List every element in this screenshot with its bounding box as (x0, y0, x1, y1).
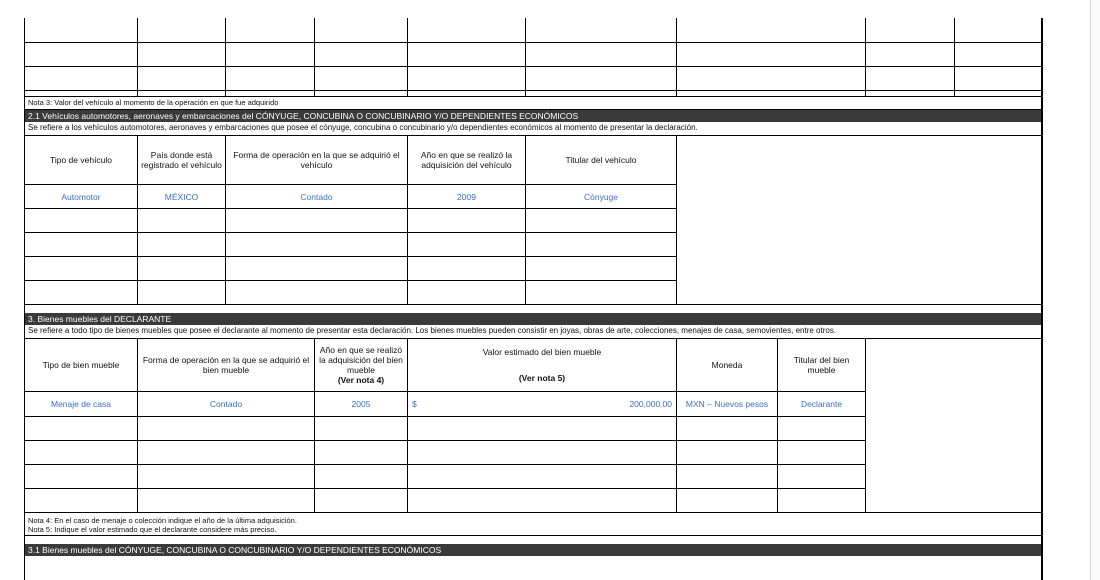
col-line (865, 339, 866, 512)
cell-moneda: MXN – Nuevos pesos (685, 399, 769, 409)
cell-anio: 2005 (351, 399, 371, 409)
col-line (137, 18, 138, 96)
cell-forma-operacion: Contado (300, 191, 333, 202)
header-pais: País donde está registrado el vehículo (141, 150, 222, 170)
col-line (954, 18, 955, 96)
cell-forma-operacion: Contado (209, 399, 243, 409)
row-line (25, 256, 677, 257)
cell-valor: 200,000.00 (629, 399, 672, 409)
row-line (25, 66, 1042, 67)
col-line (407, 339, 408, 512)
section-2-1-title: 2.1 Vehículos automotores, aeronaves y embarcaciones del CÓNYUGE, CONCUBINA O CONCUBINARIO Y/O DEPENDIENTES ECONÓMICOS (25, 110, 1042, 122)
row-line (25, 42, 1042, 43)
col-line (525, 18, 526, 96)
header-anio (315, 339, 407, 391)
section-3-1-title: 3.1 Bienes muebles del CÓNYUGE, CONCUBINA O CONCUBINARIO Y/O DEPENDIENTES ECONÓMICOS (25, 544, 1042, 556)
row-line (25, 464, 866, 465)
cell-titular: Cónyuge (583, 191, 619, 202)
col-line (314, 18, 315, 96)
header-anio-note: (Ver nota 4) (337, 375, 385, 385)
header-valor-note: (Ver nota 5) (518, 373, 566, 383)
row-line (25, 440, 866, 441)
col-line (407, 136, 408, 304)
col-line (676, 136, 677, 304)
col-line (225, 136, 226, 304)
header-anio-label: Año en que se realizó la adquisición del bien mueble (319, 345, 403, 375)
row-line (25, 280, 677, 281)
header-tipo-bien: Tipo de bien mueble (42, 360, 120, 370)
col-line (676, 339, 677, 512)
header-tipo-vehiculo: Tipo de vehículo (49, 155, 113, 165)
header-titular: Titular del bien mueble (793, 355, 850, 375)
row-line (25, 208, 677, 209)
note-4: Nota 4: En el caso de menaje o colección indique el año de la última adquisición. (28, 516, 297, 525)
row-line (25, 488, 866, 489)
row-line (25, 416, 866, 417)
header-titular: Titular del vehículo (565, 155, 637, 165)
header-forma-operacion: Forma de operación en la que se adquirió el bien mueble (142, 355, 310, 375)
row-line (25, 96, 1042, 97)
header-valor-label: Valor estimado del bien mueble (482, 347, 602, 357)
scroll-edge (1090, 0, 1100, 580)
header-anio: Año en que se realizó la adquisición del vehículo (420, 150, 513, 170)
section-2-1-description: Se refiere a los vehículos automotores, aeronaves y embarcaciones que posee el cónyuge, concubina o concubinario y/o dependientes económicos al momento de presentar la declaración. (28, 123, 698, 132)
col-line (407, 18, 408, 96)
note-3: Nota 3: Valor del vehículo al momento de la operación en que fue adquirido (28, 98, 279, 107)
col-line (676, 18, 677, 96)
row-line (25, 535, 1042, 536)
header-moneda: Moneda (711, 360, 743, 370)
cell-titular: Declarante (800, 399, 843, 409)
header-valor (408, 339, 676, 391)
col-line (865, 18, 866, 96)
col-line (225, 18, 226, 96)
col-line (137, 339, 138, 512)
cell-anio: 2009 (457, 191, 476, 202)
cell-tipo-bien: Menaje de casa (50, 399, 111, 409)
row-line (25, 90, 1042, 91)
section-3-description: Se refiere a todo tipo de bienes muebles que posee el declarante al momento de presentar esta declaración. Los bienes muebles pueden consistir en joyas, obras de arte, colecciones, menajes de casa, semovientes, entre otros. (28, 326, 837, 335)
row-line (25, 304, 1042, 305)
cell-pais: MÉXICO (164, 191, 199, 202)
section-3-title: 3. Bienes muebles del DECLARANTE (25, 313, 1042, 325)
col-line (137, 136, 138, 304)
cell-tipo-vehiculo: Automotor (61, 191, 101, 202)
row-line (25, 232, 677, 233)
declaration-page (24, 18, 1043, 580)
col-line (525, 136, 526, 304)
note-5: Nota 5: Indique el valor estimado que el declarante considere más preciso. (28, 525, 277, 534)
header-forma-operacion: Forma de operación en la que se adquirió el vehículo (233, 150, 400, 170)
row-line (25, 512, 1042, 513)
cell-currency-symbol: $ (412, 399, 417, 409)
col-line (777, 339, 778, 512)
col-line (314, 339, 315, 512)
